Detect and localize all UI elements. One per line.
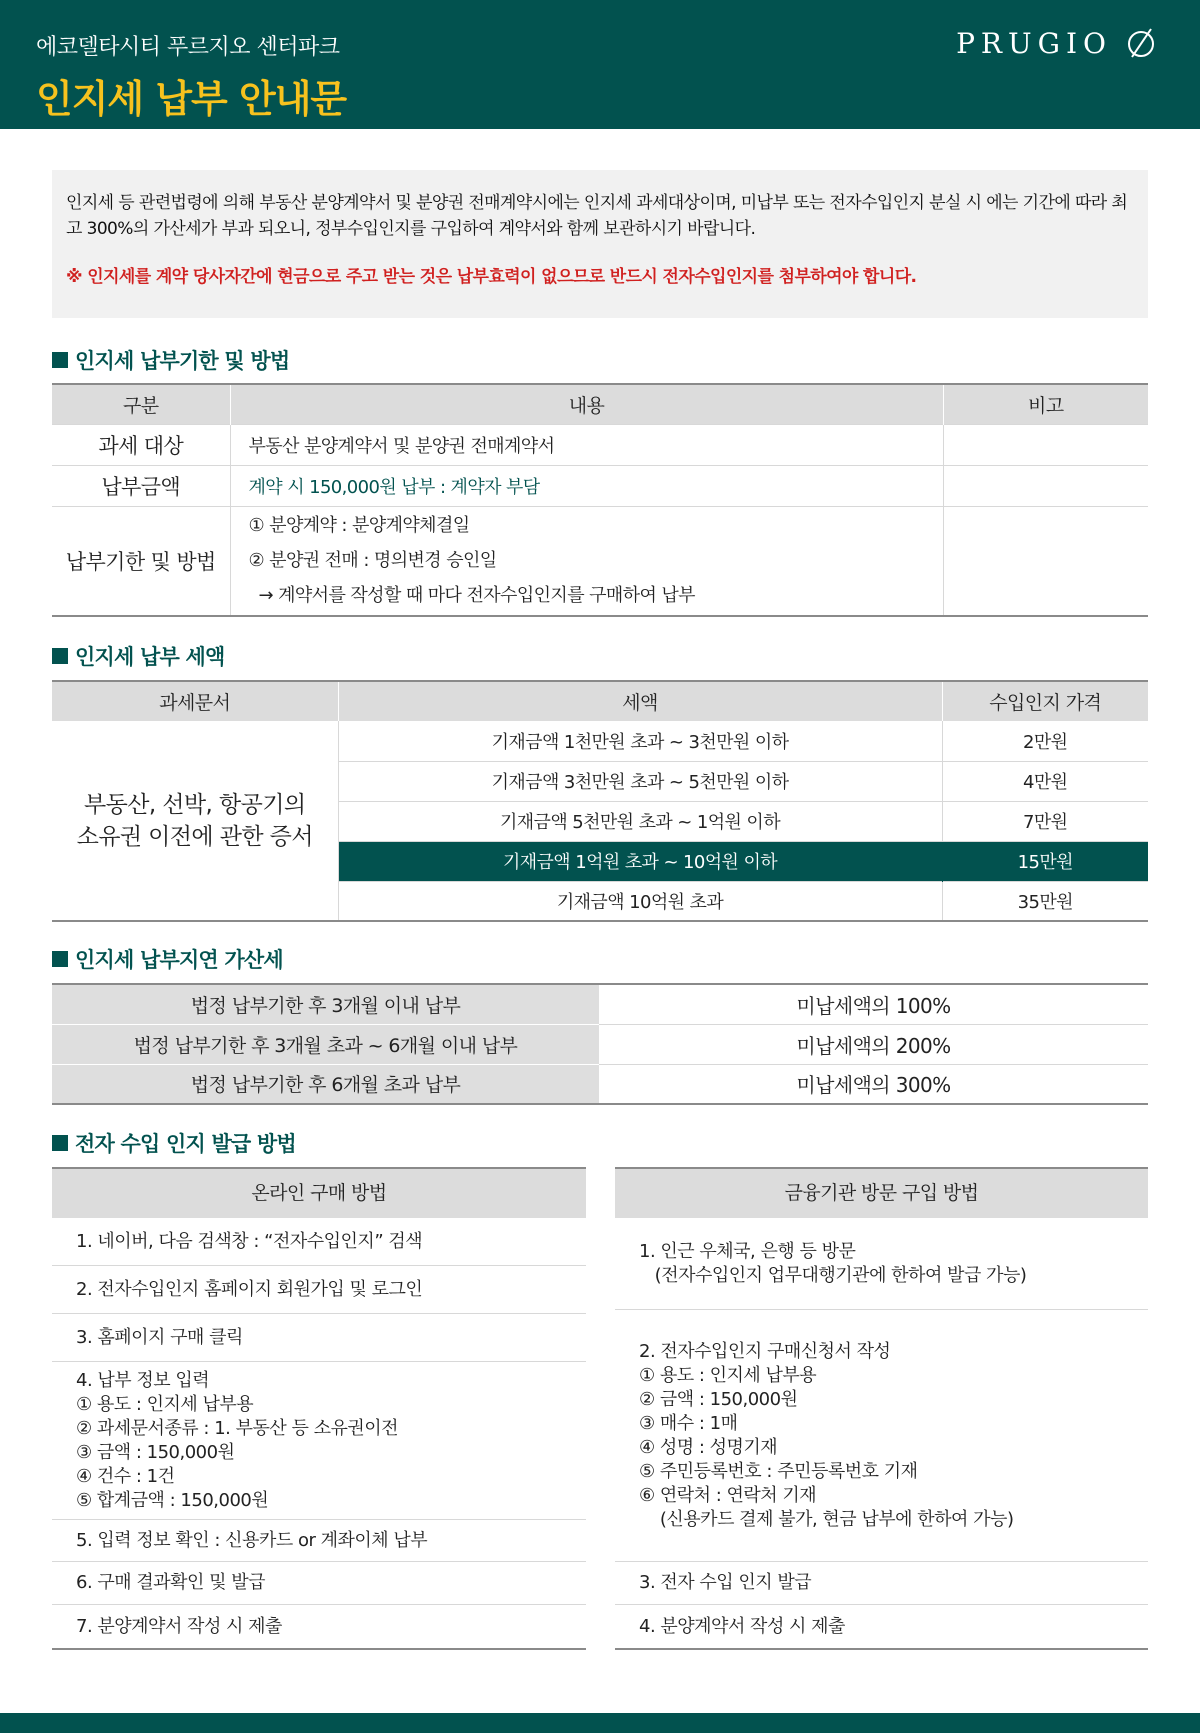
column-header: 금융기관 방문 구입 방법: [615, 1167, 1148, 1218]
method-line: ① 분양계약 : 분양계약체결일: [248, 515, 470, 537]
column-header: 내용: [230, 384, 943, 424]
section-title-penalty: 인지세 납부지연 가산세: [52, 944, 283, 974]
notice-warning: ※ 인지세를 계약 당사자간에 현금으로 주고 받는 것은 납부효력이 없으므로 반드시 전자수입인지를 첨부하여야 합니다.: [66, 267, 917, 287]
list-item: 3. 홈페이지 구매 클릭: [52, 1314, 586, 1362]
row-content: 부동산 분양계약서 및 분양권 전매계약서: [230, 424, 943, 465]
method-line: ② 분양권 전매 : 명의변경 승인일: [248, 550, 497, 572]
list-item: 5. 입력 정보 확인 : 신용카드 or 계좌이체 납부: [52, 1520, 586, 1562]
list-item: 7. 분양계약서 작성 시 제출: [52, 1605, 586, 1650]
row-content: 계약 시 150,000원 납부 : 계약자 부담: [230, 465, 943, 506]
notice-body: 인지세 등 관련법령에 의해 부동산 분양계약서 및 분양권 전매계약시에는 인지세 과세대상이며, 미납부 또는 전자수입인지 분실 시 에는 기간에 따라 최고 300%의 가산세가 부과 되오니, 정부수입인지를 구입하여 계약서와 함께 보관하시기 바랍니다.: [66, 193, 1128, 239]
table-row: [52, 984, 1148, 1024]
column-header: 비고: [943, 384, 1148, 424]
amount-range: 기재금액 1천만원 초과 ~ 3천만원 이하: [491, 731, 789, 753]
section-title-issuance: 전자 수입 인지 발급 방법: [52, 1128, 296, 1158]
bullet-square-icon: [52, 352, 68, 368]
tax-amount-table: [52, 680, 1148, 922]
online-purchase-column: [52, 1167, 586, 1650]
row-content: [230, 506, 943, 616]
row-note: [943, 506, 1148, 616]
amount-range: 기재금액 10억원 초과: [338, 881, 942, 921]
stamp-price: 4만원: [942, 761, 1148, 801]
stamp-price: 15만원: [942, 841, 1148, 881]
page-header: [0, 0, 1200, 129]
bullet-square-icon: [52, 1135, 68, 1151]
list-item: 6. 구매 결과확인 및 발급: [52, 1562, 586, 1605]
page-title: 인지세 납부 안내문: [36, 77, 347, 121]
amount-range: 기재금액 3천만원 초과 ~ 5천만원 이하: [338, 761, 942, 801]
taxable-document: 부동산, 선박, 항공기의 소유권 이전에 관한 증서: [52, 721, 338, 921]
deadline-table: [52, 383, 1148, 617]
list-item: 1. 인근 우체국, 은행 등 방문 (전자수입인지 업무대행기관에 한하여 발급 가능): [615, 1218, 1148, 1310]
table-row: [52, 506, 1148, 616]
stamp-price: 35만원: [942, 881, 1148, 921]
table-row: [52, 465, 1148, 506]
logo-text: PRUGIO: [956, 26, 1112, 60]
row-label: 납부기한 및 방법: [52, 506, 230, 616]
stamp-price: 2만원: [942, 721, 1148, 761]
list-item: 4. 분양계약서 작성 시 제출: [615, 1605, 1148, 1650]
penalty-period: 법정 납부기한 후 3개월 이내 납부: [52, 984, 599, 1024]
notice-box: [52, 170, 1148, 318]
penalty-rate: 미납세액의 100%: [796, 993, 951, 1018]
table-header-row: [52, 384, 1148, 424]
table-header-row: [52, 681, 1148, 721]
stamp-price: 7만원: [942, 801, 1148, 841]
table-row: [52, 1064, 1148, 1104]
column-header: 구분: [52, 384, 230, 424]
row-label: 납부금액: [52, 465, 230, 506]
amount-range: 기재금액 1억원 초과 ~ 10억원 이하: [338, 841, 942, 881]
section-title-tax-amount: 인지세 납부 세액: [52, 641, 224, 671]
row-note: [943, 465, 1148, 506]
penalty-rate: 미납세액의 200%: [599, 1024, 1148, 1064]
bullet-square-icon: [52, 648, 68, 664]
list-item: 2. 전자수입인지 홈페이지 회원가입 및 로그인: [52, 1266, 586, 1314]
table-row: [52, 424, 1148, 465]
row-note: [943, 424, 1148, 465]
penalty-rate: 미납세액의 300%: [599, 1064, 1148, 1104]
column-header: 세액: [338, 681, 942, 721]
bullet-square-icon: [52, 951, 68, 967]
prugio-logo: [956, 26, 1158, 60]
list-item: 2. 전자수입인지 구매신청서 작성 ① 용도 : 인지세 납부용 ② 금액 : 150,000원 ③ 매수 : 1매 ④ 성명 : 성명기재 ⑤ 주민등록번호 : 주민등록번호 기재 ⑥ 연락처 : 연락처 기재 (신용카드 결제 불가, 현금 납부에 한하여 가능): [615, 1310, 1148, 1562]
column-header: 온라인 구매 방법: [52, 1167, 586, 1218]
logo-mark-icon: [1124, 26, 1158, 60]
row-label: 과세 대상: [52, 424, 230, 465]
complex-name: 에코델타시티 푸르지오 센터파크: [36, 35, 340, 60]
footer-bar: [0, 1713, 1200, 1733]
list-item: 4. 납부 정보 입력 ① 용도 : 인지세 납부용 ② 과세문서종류 : 1. 부동산 등 소유권이전 ③ 금액 : 150,000원 ④ 건수 : 1건 ⑤ 합계금액 : 150,000원: [52, 1362, 586, 1520]
list-item: 3. 전자 수입 인지 발급: [615, 1562, 1148, 1605]
amount-range: 기재금액 5천만원 초과 ~ 1억원 이하: [338, 801, 942, 841]
penalty-period: 법정 납부기한 후 6개월 초과 납부: [52, 1064, 599, 1104]
section-title-deadline: 인지세 납부기한 및 방법: [52, 345, 289, 375]
column-header: 수입인지 가격: [942, 681, 1148, 721]
bank-purchase-column: [615, 1167, 1148, 1650]
list-item: 1. 네이버, 다음 검색창 : “전자수입인지” 검색: [52, 1218, 586, 1266]
table-row: [52, 1024, 1148, 1064]
column-header: 과세문서: [52, 681, 338, 721]
penalty-period: 법정 납부기한 후 3개월 초과 ~ 6개월 이내 납부: [52, 1024, 599, 1064]
penalty-table: [52, 983, 1148, 1105]
table-row: [52, 721, 1148, 761]
method-line: → 계약서를 작성할 때 마다 전자수입인지를 구매하여 납부: [258, 585, 695, 607]
